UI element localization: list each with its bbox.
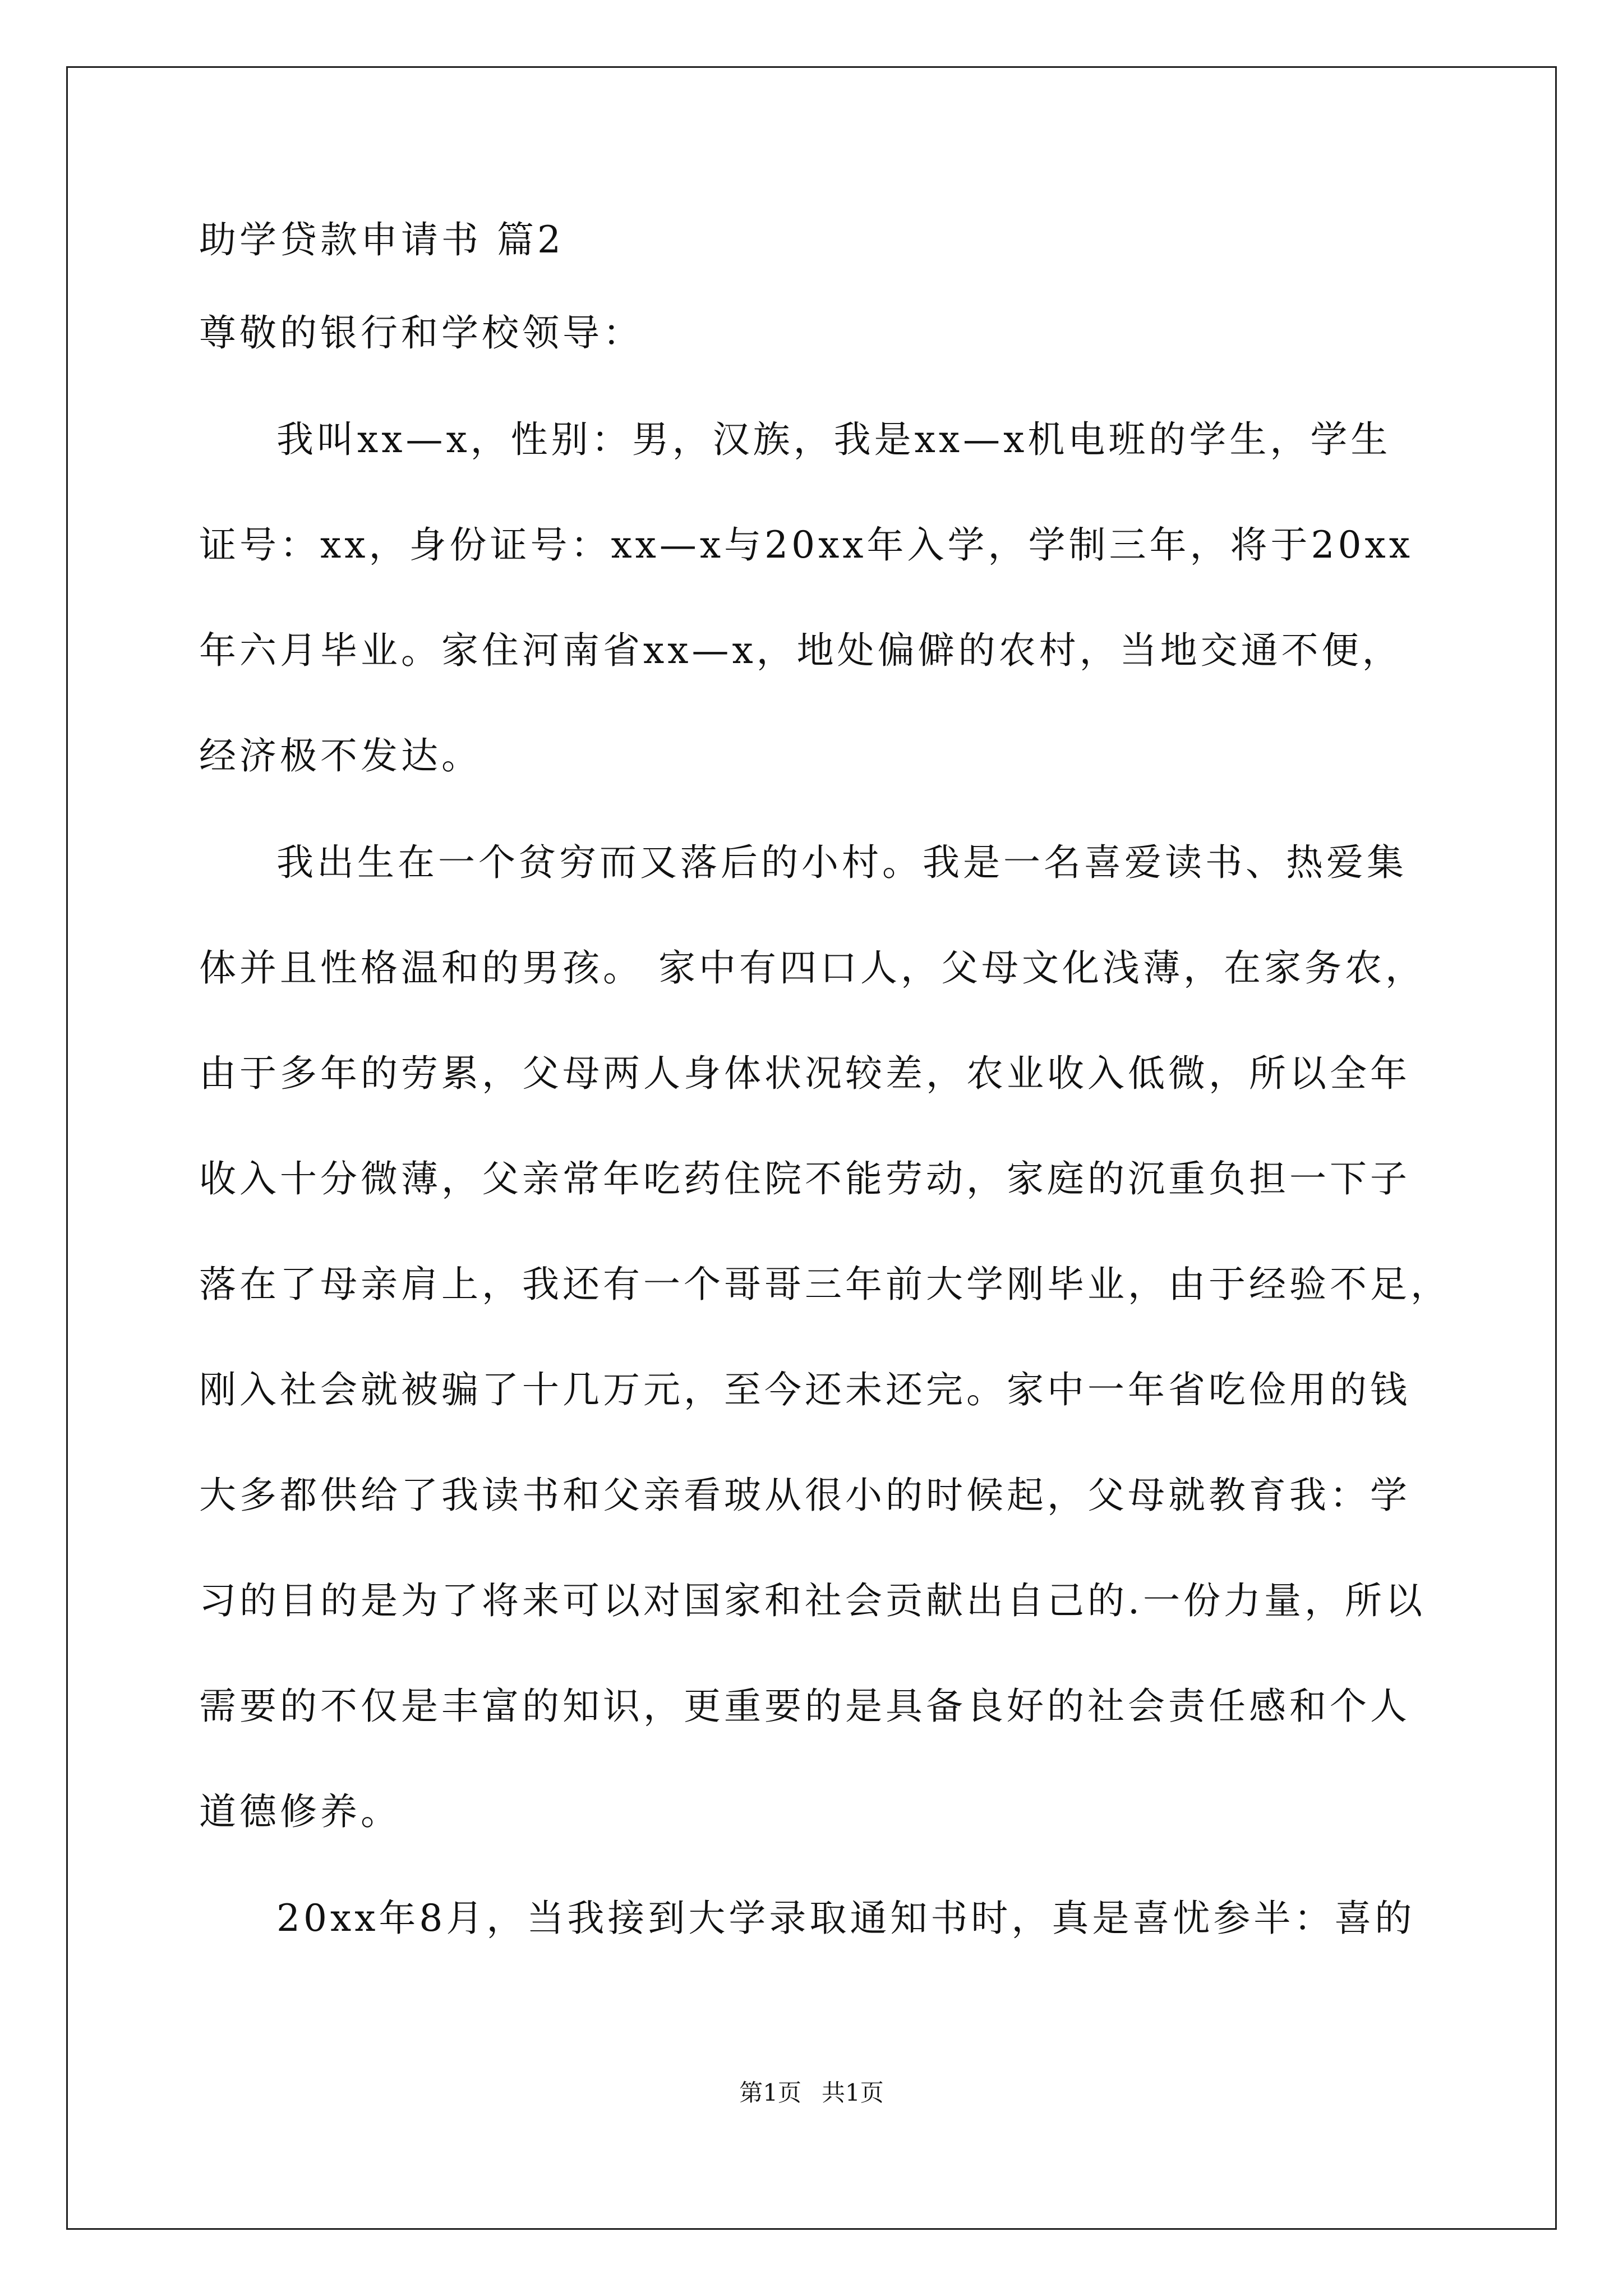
paragraph-2-line-10: 道德修养。	[199, 1790, 401, 1833]
paragraph-2-line-4: 收入十分微薄，父亲常年吃药住院不能劳动，家庭的沉重负担一下子	[199, 1157, 1410, 1200]
paragraph-2-line-9: 需要的不仅是丰富的知识，更重要的是具备良好的社会责任感和个人	[199, 1685, 1410, 1728]
paragraph-2-line-2: 体并且性格温和的男孩。 家中有四口人，父母文化浅薄，在家务农，	[199, 946, 1426, 990]
document-title: 助学贷款申请书 篇2	[199, 218, 564, 261]
page-footer	[0, 2081, 1623, 2105]
document-body	[199, 218, 1451, 1940]
paragraph-2-line-3: 由于多年的劳累，父母两人身体状况较差，农业收入低微，所以全年	[199, 1052, 1410, 1095]
paragraph-1-line-3: 年六月毕业。家住河南省xx—x，地处偏僻的农村，当地交通不便，	[199, 629, 1403, 672]
paragraph-2-line-5: 落在了母亲肩上，我还有一个哥哥三年前大学刚毕业，由于经验不足，	[199, 1263, 1451, 1306]
paragraph-1-line-1: 我叫xx—x，性别：男，汉族，我是xx—x机电班的学生，学生	[276, 418, 1391, 461]
paragraph-2-line-6: 刚入社会就被骗了十几万元，至今还未还完。家中一年省吃俭用的钱	[199, 1368, 1410, 1411]
paragraph-3-line-1: 20xx年8月，当我接到大学录取通知书时，真是喜忧参半：喜的	[276, 1897, 1415, 1940]
paragraph-2-line-7: 大多都供给了我读书和父亲看玻从很小的时候起，父母就教育我：学	[199, 1474, 1410, 1517]
paragraph-1-line-2: 证号：xx，身份证号：xx—x与20xx年入学，学制三年，将于20xx	[199, 523, 1413, 567]
page-number-current: 第1页	[739, 2079, 801, 2106]
paragraph-1-line-4: 经济极不发达。	[199, 734, 482, 777]
paragraph-2-line-1: 我出生在一个贫穷而又落后的小村。我是一名喜爱读书、热爱集	[276, 841, 1407, 884]
page-number-total: 共1页	[822, 2079, 884, 2106]
paragraph-2-line-8: 习的目的是为了将来可以对国家和社会贡献出自己的.一份力量，所以	[199, 1579, 1426, 1622]
greeting: 尊敬的银行和学校领导：	[199, 311, 643, 355]
